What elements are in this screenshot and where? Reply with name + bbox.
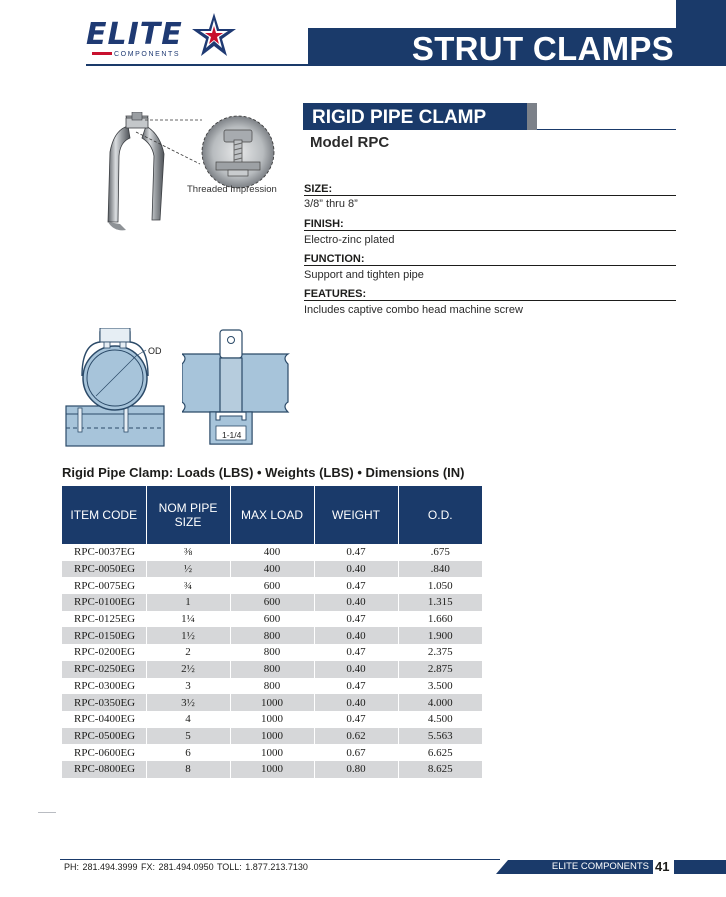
- cell-nom-pipe-size: 2: [146, 644, 230, 661]
- footer-brand: ELITE COMPONENTS: [551, 861, 649, 872]
- table-row: [62, 761, 482, 778]
- channel-width-label: 1-1/4: [222, 430, 242, 440]
- table-row: [62, 611, 482, 628]
- cell-max-load: 800: [230, 627, 314, 644]
- cell-item-code: RPC-0500EG: [62, 728, 146, 745]
- spec-size-label: SIZE:: [304, 183, 333, 195]
- page-number: 41: [655, 859, 670, 874]
- star-logo-icon: [190, 12, 238, 60]
- cell-max-load: 1000: [230, 761, 314, 778]
- cell-item-code: RPC-0250EG: [62, 661, 146, 678]
- footer-contact: PH: 281.494.3999 FX: 281.494.0950 TOLL: 1.877.213.7130: [64, 862, 308, 872]
- cell-max-load: 1000: [230, 728, 314, 745]
- clamp-product-image: [90, 112, 290, 242]
- footer-slant: [496, 860, 508, 874]
- table-header-row: [62, 486, 482, 544]
- brand-logo-wordmark: ELITE: [86, 17, 183, 52]
- cell-max-load: 600: [230, 594, 314, 611]
- model-label: Model RPC: [310, 134, 390, 151]
- table-row: [62, 544, 482, 561]
- product-title-accent: [527, 103, 537, 130]
- cell-od: .840: [398, 561, 482, 578]
- brand-logo: [86, 12, 236, 64]
- cell-item-code: RPC-0100EG: [62, 594, 146, 611]
- cell-nom-pipe-size: 4: [146, 711, 230, 728]
- cell-od: 1.660: [398, 611, 482, 628]
- cell-nom-pipe-size: 1½: [146, 627, 230, 644]
- product-title: RIGID PIPE CLAMP: [312, 107, 487, 128]
- cell-item-code: RPC-0037EG: [62, 544, 146, 561]
- cell-od: 3.500: [398, 678, 482, 695]
- cell-od: 4.000: [398, 694, 482, 711]
- spec-finish-label: FINISH:: [304, 218, 344, 230]
- cell-max-load: 800: [230, 678, 314, 695]
- cell-weight: 0.40: [314, 594, 398, 611]
- cell-od: 5.563: [398, 728, 482, 745]
- cell-weight: 0.40: [314, 561, 398, 578]
- cell-weight: 0.40: [314, 661, 398, 678]
- table-row: [62, 744, 482, 761]
- cell-weight: 0.47: [314, 544, 398, 561]
- cell-weight: 0.47: [314, 644, 398, 661]
- spec-rule: [304, 195, 676, 196]
- col-header-od: O.D.: [398, 486, 482, 544]
- cell-weight: 0.47: [314, 577, 398, 594]
- cell-item-code: RPC-0200EG: [62, 644, 146, 661]
- cell-weight: 0.47: [314, 678, 398, 695]
- cell-nom-pipe-size: 1¼: [146, 611, 230, 628]
- od-label: OD: [148, 346, 162, 356]
- spec-finish-value: Electro-zinc plated: [304, 234, 395, 246]
- col-header-max-load: MAX LOAD: [230, 486, 314, 544]
- cell-item-code: RPC-0075EG: [62, 577, 146, 594]
- table-row: [62, 678, 482, 695]
- cell-od: 2.875: [398, 661, 482, 678]
- table-title: Rigid Pipe Clamp: Loads (LBS) • Weights (LBS) • Dimensions (IN): [62, 465, 465, 480]
- cell-od: 1.315: [398, 594, 482, 611]
- table-row: [62, 561, 482, 578]
- cell-item-code: RPC-0400EG: [62, 711, 146, 728]
- table-row: [62, 711, 482, 728]
- cell-nom-pipe-size: 3½: [146, 694, 230, 711]
- cell-od: 4.500: [398, 711, 482, 728]
- cell-nom-pipe-size: 2½: [146, 661, 230, 678]
- cell-max-load: 1000: [230, 694, 314, 711]
- cell-item-code: RPC-0125EG: [62, 611, 146, 628]
- table-row: [62, 694, 482, 711]
- spec-function-value: Support and tighten pipe: [304, 269, 424, 281]
- spec-rule: [304, 265, 676, 266]
- cell-item-code: RPC-0600EG: [62, 744, 146, 761]
- footer-corner-block: [674, 860, 726, 874]
- spec-table: [62, 486, 482, 778]
- cell-weight: 0.40: [314, 627, 398, 644]
- margin-mark: [38, 812, 56, 813]
- cell-max-load: 1000: [230, 744, 314, 761]
- spec-features-value: Includes captive combo head machine screw: [304, 304, 523, 316]
- cell-max-load: 800: [230, 644, 314, 661]
- spec-function-label: FUNCTION:: [304, 253, 365, 265]
- cell-od: 6.625: [398, 744, 482, 761]
- cell-item-code: RPC-0800EG: [62, 761, 146, 778]
- product-title-rule: [537, 129, 676, 130]
- image-caption: Threaded Impression: [187, 184, 277, 195]
- cell-weight: 0.67: [314, 744, 398, 761]
- table-row: [62, 644, 482, 661]
- brand-logo-subtitle: COMPONENTS: [114, 51, 181, 58]
- cell-weight: 0.47: [314, 611, 398, 628]
- cell-nom-pipe-size: 5: [146, 728, 230, 745]
- cell-nom-pipe-size: ⅜: [146, 544, 230, 561]
- spec-features-label: FEATURES:: [304, 288, 367, 300]
- cell-weight: 0.62: [314, 728, 398, 745]
- cell-od: 8.625: [398, 761, 482, 778]
- cell-weight: 0.47: [314, 711, 398, 728]
- cell-nom-pipe-size: ½: [146, 561, 230, 578]
- cell-od: 1.900: [398, 627, 482, 644]
- cell-item-code: RPC-0300EG: [62, 678, 146, 695]
- footer-rule: [60, 859, 500, 860]
- cell-nom-pipe-size: 6: [146, 744, 230, 761]
- spec-rule: [304, 230, 676, 231]
- col-header-nom-pipe-size: NOM PIPE SIZE: [146, 486, 230, 544]
- cell-od: 1.050: [398, 577, 482, 594]
- cell-nom-pipe-size: 1: [146, 594, 230, 611]
- spec-rule: [304, 300, 676, 301]
- header-rule: [86, 64, 310, 66]
- col-header-weight: WEIGHT: [314, 486, 398, 544]
- col-header-item-code: ITEM CODE: [62, 486, 146, 544]
- cell-nom-pipe-size: 3: [146, 678, 230, 695]
- cell-weight: 0.40: [314, 694, 398, 711]
- cell-max-load: 600: [230, 577, 314, 594]
- cell-weight: 0.80: [314, 761, 398, 778]
- table-row: [62, 594, 482, 611]
- brand-logo-red-bar: [92, 52, 112, 55]
- cell-item-code: RPC-0050EG: [62, 561, 146, 578]
- table-row: [62, 661, 482, 678]
- cell-nom-pipe-size: ¾: [146, 577, 230, 594]
- cell-max-load: 600: [230, 611, 314, 628]
- table-row: [62, 728, 482, 745]
- cell-max-load: 400: [230, 561, 314, 578]
- cell-max-load: 1000: [230, 711, 314, 728]
- table-row: [62, 627, 482, 644]
- cell-max-load: 400: [230, 544, 314, 561]
- cell-item-code: RPC-0150EG: [62, 627, 146, 644]
- section-title: STRUT CLAMPS: [411, 30, 674, 67]
- cell-item-code: RPC-0350EG: [62, 694, 146, 711]
- cell-od: 2.375: [398, 644, 482, 661]
- table-row: [62, 577, 482, 594]
- cell-nom-pipe-size: 8: [146, 761, 230, 778]
- cell-max-load: 800: [230, 661, 314, 678]
- cell-od: .675: [398, 544, 482, 561]
- spec-size-value: 3/8” thru 8”: [304, 198, 358, 210]
- header-corner-block: [676, 0, 726, 66]
